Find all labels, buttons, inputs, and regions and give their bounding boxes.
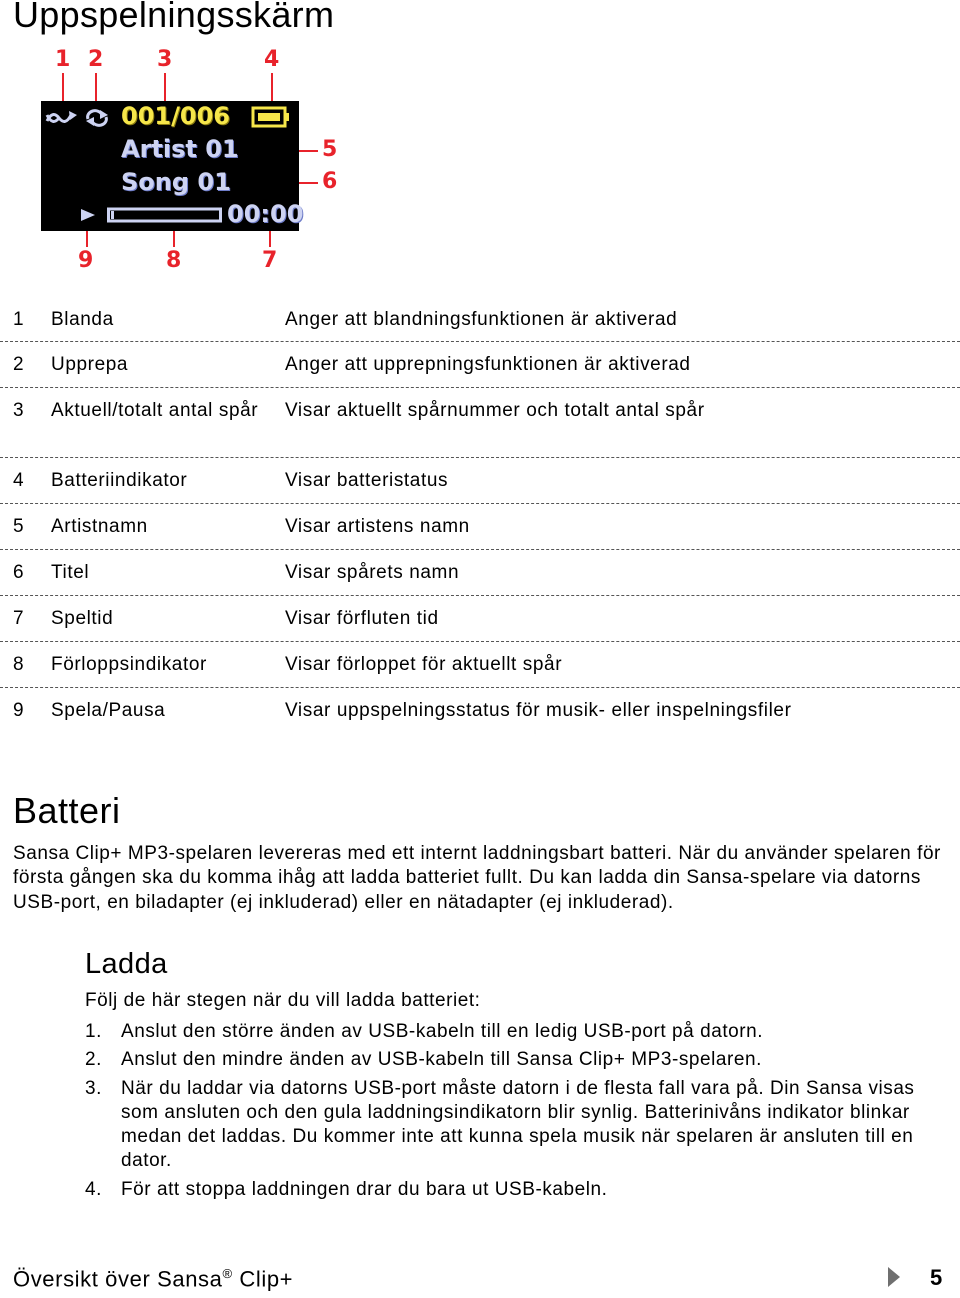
step-number: 1. [85, 1021, 102, 1042]
row-number: 2 [13, 354, 25, 375]
artist-name: Artist 01 [121, 135, 239, 163]
legend-row [0, 458, 960, 504]
legend-row [0, 642, 960, 688]
row-name: Artistnamn [51, 516, 148, 537]
battery-icon [251, 106, 291, 128]
legend-row [0, 688, 960, 733]
legend-row [0, 504, 960, 550]
row-name: Förloppsindikator [51, 654, 207, 675]
footer-title-suffix: Clip+ [232, 1266, 294, 1292]
legend-row [0, 297, 960, 342]
row-description: Visar aktuellt spårnummer och totalt antal spår [285, 400, 705, 421]
callout-5: 5 [322, 137, 338, 162]
step-text: Anslut den mindre änden av USB-kabeln till Sansa Clip+ MP3-spelaren. [121, 1049, 762, 1071]
row-name: Upprepa [51, 354, 129, 375]
footer-title [13, 1266, 293, 1292]
legend-table [0, 297, 960, 733]
elapsed-time: 00:00 [227, 200, 304, 228]
charge-intro: Följ de här stegen när du vill ladda batteriet: [85, 990, 481, 1011]
legend-row [0, 550, 960, 596]
legend-row [0, 596, 960, 642]
step-item [85, 1077, 955, 1174]
step-item [85, 1178, 955, 1202]
callout-8: 8 [166, 248, 182, 273]
callout-7: 7 [262, 248, 278, 273]
battery-paragraph: Sansa Clip+ MP3-spelaren levereras med ett internt laddningsbart batteri. När du använder spelaren för första gången ska du komma ihåg att ladda batteriet fullt. Du kan ladda din Sansa-spelare via datorns USB-port, en biladapter (ej inkluderad) eller en nätadapter (ej inkluderad). [13, 843, 941, 913]
row-description: Visar förloppet för aktuellt spår [285, 654, 563, 675]
step-text: När du laddar via datorns USB-port måste datorn i de flesta fall vara på. Din Sansa visas som ansluten och den gula laddningsindikatorn blir synlig. Batterinivåns indikator blinkar medan det laddas. Du kommer inte att kunna spela musik när spelaren är ansluten till en dator. [121, 1077, 915, 1172]
song-title: Song 01 [121, 168, 231, 196]
callout-3: 3 [157, 47, 173, 72]
charge-steps [85, 1020, 955, 1206]
footer-title-prefix: Översikt över Sansa [13, 1266, 223, 1292]
legend-row [0, 388, 960, 458]
progress-bar [107, 207, 223, 223]
row-number: 6 [13, 562, 25, 583]
callout-9: 9 [78, 248, 94, 273]
step-item [85, 1020, 955, 1044]
row-description: Anger att upprepningsfunktionen är aktiverad [285, 354, 691, 375]
callout-2: 2 [88, 47, 104, 72]
shuffle-icon [45, 109, 79, 127]
row-number: 7 [13, 608, 25, 629]
row-name: Batteriindikator [51, 470, 188, 491]
callout-6: 6 [322, 169, 338, 194]
page-number: 5 [930, 1265, 943, 1290]
row-description: Anger att blandningsfunktionen är aktiverad [285, 309, 678, 330]
track-counter: 001/006 [121, 102, 230, 130]
row-name: Titel [51, 562, 90, 583]
step-number: 4. [85, 1178, 102, 1200]
step-number: 2. [85, 1049, 102, 1071]
row-number: 8 [13, 654, 25, 675]
row-name: Aktuell/totalt antal spår [51, 400, 259, 421]
row-description: Visar uppspelningsstatus för musik- eller inspelningsfiler [285, 700, 792, 721]
row-description: Visar spårets namn [285, 562, 460, 583]
step-number: 3. [85, 1077, 102, 1099]
next-arrow-icon [887, 1266, 901, 1288]
step-text: För att stoppa laddningen drar du bara ut USB-kabeln. [121, 1178, 608, 1200]
charge-heading: Ladda [85, 948, 168, 980]
row-name: Speltid [51, 608, 114, 629]
callout-4: 4 [264, 47, 280, 72]
registered-mark: ® [222, 1266, 233, 1281]
repeat-icon [83, 108, 111, 128]
row-number: 3 [13, 400, 25, 421]
playback-screen-figure [0, 0, 400, 290]
legend-row [0, 342, 960, 388]
row-number: 4 [13, 470, 25, 491]
battery-heading: Batteri [13, 790, 121, 831]
row-description: Visar förfluten tid [285, 608, 439, 629]
page-title: Uppspelningsskärm [13, 0, 335, 35]
step-item [85, 1048, 955, 1072]
row-number: 9 [13, 700, 25, 721]
row-name: Blanda [51, 309, 114, 330]
row-description: Visar artistens namn [285, 516, 470, 537]
play-icon [79, 207, 97, 223]
callout-1: 1 [55, 47, 71, 72]
step-text: Anslut den större änden av USB-kabeln till en ledig USB-port på datorn. [121, 1021, 764, 1042]
row-description: Visar batteristatus [285, 470, 449, 491]
player-screen [41, 101, 304, 231]
row-number: 1 [13, 309, 25, 330]
row-name: Spela/Pausa [51, 700, 166, 721]
row-number: 5 [13, 516, 25, 537]
